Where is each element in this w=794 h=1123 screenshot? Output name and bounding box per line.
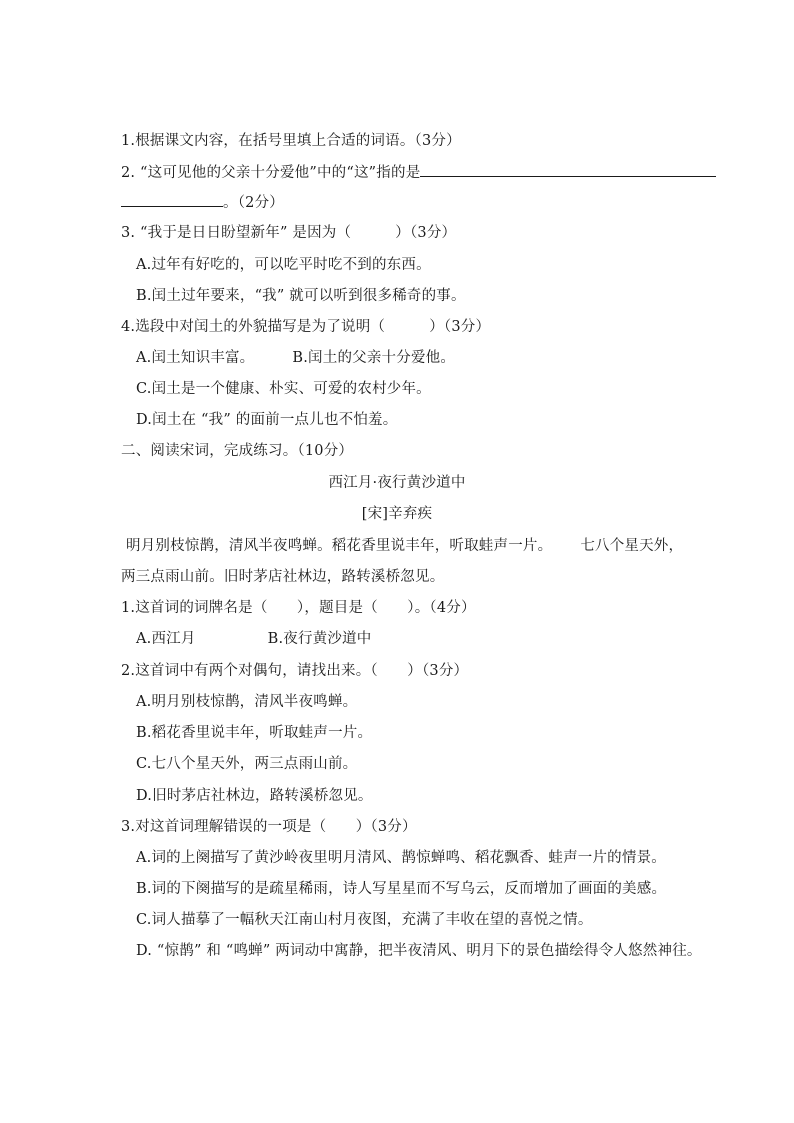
question-4-option-d: D.闰土在 “我” 的面前一点儿也不怕羞。	[136, 412, 398, 428]
question-1: 1.根据课文内容，在括号里填上合适的词语。（3分）	[121, 133, 461, 149]
poem-question-1: 1.这首词的词牌名是（ ），题目是（ ）。（4分）	[121, 600, 476, 616]
section-2-heading: 二、阅读宋词，完成练习。（10分）	[121, 443, 354, 459]
question-2-score: 。（2分）	[223, 195, 284, 211]
question-4: 4.选段中对闰土的外貌描写是为了说明（ ）（3分）	[121, 319, 491, 335]
question-3: 3. “我于是日日盼望新年” 是因为（ ）（3分）	[121, 225, 457, 241]
question-4-options-row	[136, 348, 455, 368]
question-3-option-a: A.过年有好吃的，可以吃平时吃不到的东西。	[136, 257, 431, 273]
answer-blank-line[interactable]	[420, 162, 716, 177]
poem-question-3-option-d: D. “惊鹊” 和 “鸣蝉” 两词动中寓静，把半夜清风、明月下的景色描绘得令人悠然神往。	[136, 943, 702, 959]
poem-question-1-option-a: A.西江月	[136, 631, 196, 647]
poem-stanza-1: 明月别枝惊鹊，清风半夜鸣蝉。稻花香里说丰年，听取蛙声一片。	[126, 538, 553, 554]
poem-question-2-option-b: B.稻花香里说丰年，听取蛙声一片。	[136, 725, 373, 741]
poem-title: 西江月·夜行黄沙道中	[328, 475, 466, 491]
poem-line-2: 两三点雨山前。旧时茅店社林边，路转溪桥忽见。	[121, 569, 445, 585]
poem-author: [宋]辛弃疾	[361, 506, 433, 522]
poem-question-2-option-d: D.旧时茅店社林边，路转溪桥忽见。	[136, 788, 373, 804]
question-4-option-b: B.闰土的父亲十分爱他。	[292, 350, 456, 366]
poem-question-3-option-c: C.词人描摹了一幅秋天江南山村月夜图，充满了丰收在望的喜悦之情。	[136, 912, 593, 928]
poem-question-2-option-a: A.明月别枝惊鹊，清风半夜鸣蝉。	[136, 694, 358, 710]
question-2-text: 2. “这可见他的父亲十分爱他”中的“这”指的是	[121, 165, 421, 181]
poem-line-1	[126, 536, 683, 556]
answer-blank-line[interactable]	[121, 192, 223, 207]
question-4-option-c: C.闰土是一个健康、朴实、可爱的农村少年。	[136, 381, 431, 397]
poem-question-2-option-c: C.七八个星天外，两三点雨山前。	[136, 756, 358, 772]
poem-question-3-option-a: A.词的上阕描写了黄沙岭夜里明月清风、鹊惊蝉鸣、稻花飘香、蛙声一片的情景。	[136, 850, 666, 866]
question-3-option-b: B.闰土过年要来，“我” 就可以听到很多稀奇的事。	[136, 288, 466, 304]
question-2-continued	[121, 192, 284, 212]
question-2	[121, 162, 716, 182]
poem-question-1-option-b: B.夜行黄沙道中	[267, 631, 372, 647]
poem-question-3: 3.对这首词理解错误的一项是（ ）（3分）	[121, 819, 417, 835]
question-4-option-a: A.闰土知识丰富。	[136, 350, 255, 366]
poem-stanza-2-start: 七八个星天外，	[580, 538, 684, 554]
poem-question-1-options	[136, 629, 371, 649]
poem-question-2: 2.这首词中有两个对偶句，请找出来。（ ）（3分）	[121, 663, 469, 679]
poem-question-3-option-b: B.词的下阕描写的是疏星稀雨，诗人写星星而不写乌云，反而增加了画面的美感。	[136, 881, 667, 897]
